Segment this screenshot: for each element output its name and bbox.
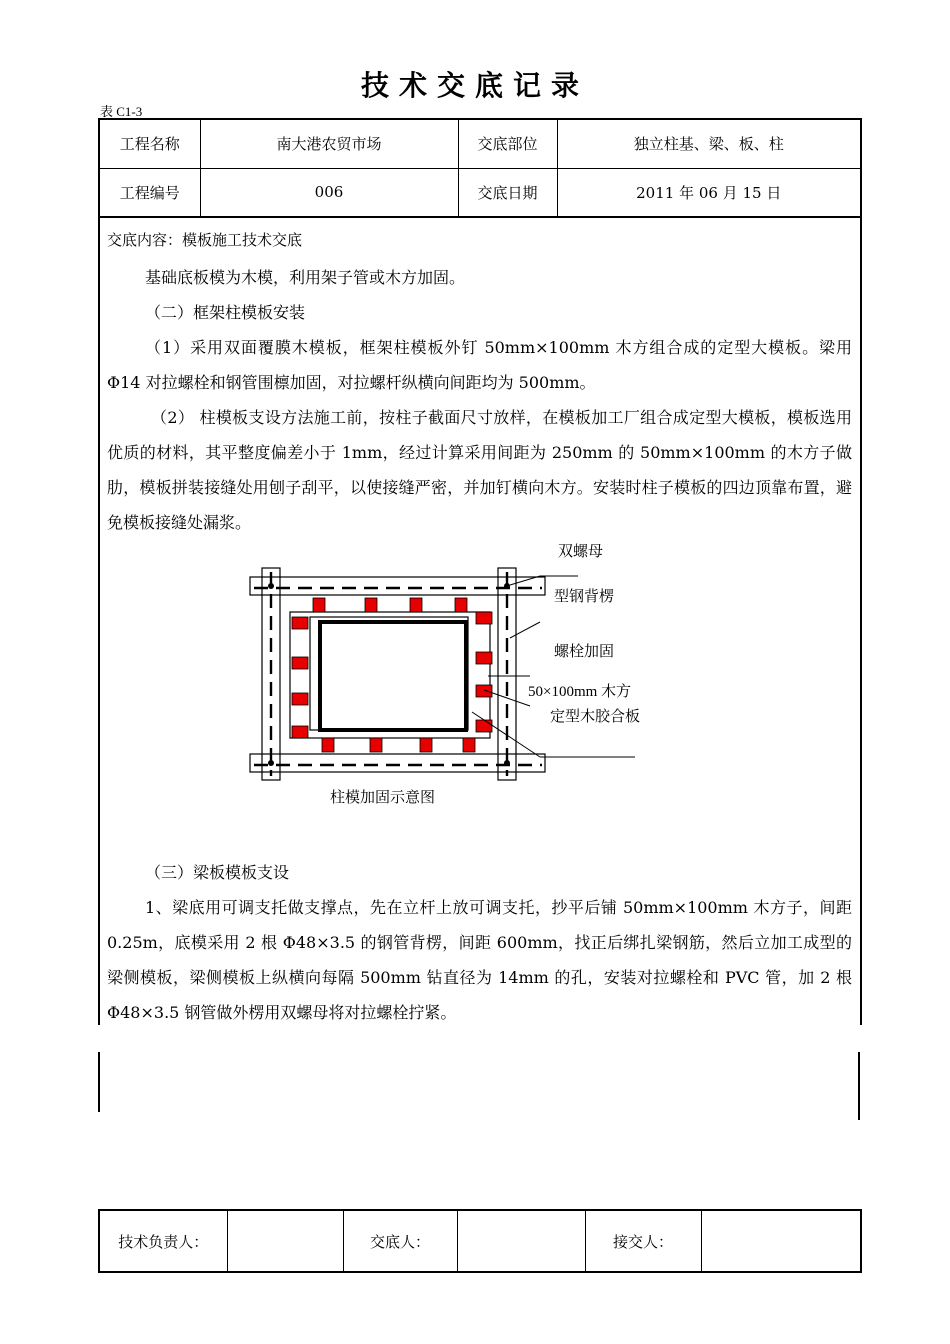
part-value: 独立柱基、梁、板、柱 <box>557 119 861 168</box>
header-table <box>98 118 862 218</box>
paragraph-1: 基础底板模为木模，利用架子管或木方加固。 <box>145 268 466 287</box>
page-break-border-left <box>98 1052 100 1112</box>
project-name-value: 南大港农贸市场 <box>200 119 458 168</box>
label-double-nut: 双螺母 <box>558 542 604 560</box>
paragraph-3: （2） 柱模板支设方法施工前，按柱子截面尺寸放样，在模板加工厂组合成定型大模板，模板选用优质的材料，其平整度偏差小于 1mm，经过计算采用间距为 250mm 的 50mm×100mm 的木方子做肋，模板拼装接缝处用刨子刮平，以使接缝严密，并加钉横向木方。安装时柱子模板的四边顶靠布置，避免模板接缝处漏浆。 <box>107 408 852 532</box>
tech-lead-signature[interactable] <box>227 1210 343 1272</box>
form-number: 表 C1-3 <box>100 104 143 119</box>
paragraph-2: （1）采用双面覆膜木模板，框架柱模板外钉 50mm×100mm 木方组合成的定型大模板。梁用 Φ14 对拉螺栓和钢管围檩加固，对拉螺杆纵横向间距均为 500mm。 <box>107 338 852 392</box>
paragraph-4: 1、梁底用可调支托做支撑点，先在立杆上放可调支托，抄平后铺 50mm×100mm 木方子，间距 0.25m，底模采用 2 根 Φ48×3.5 的钢管背楞，间距 600mm，找正后绑扎梁钢筋，然后立加工成型的梁侧模板，梁侧模板上纵横向每隔 500mm 钻直径为 14mm 的孔，安装对拉螺栓和 PVC 管，加 2 根 Φ48×3.5 钢管做外楞用双螺母将对拉螺栓拧紧。 <box>107 898 852 1022</box>
project-no-value: 006 <box>200 168 458 217</box>
discloser-signature[interactable] <box>457 1210 585 1272</box>
date-label: 交底日期 <box>458 168 557 217</box>
page-title: 技术交底记录 <box>360 69 589 102</box>
label-steel-back: 型钢背楞 <box>554 587 615 605</box>
tech-lead-label: 技术负责人： <box>99 1210 227 1272</box>
receiver-signature[interactable] <box>701 1210 861 1272</box>
label-bolt: 螺栓加固 <box>554 642 615 660</box>
receiver-label: 接交人： <box>585 1210 701 1272</box>
content-label: 交底内容：模板施工技术交底 <box>107 231 303 249</box>
signature-table <box>98 1209 862 1273</box>
label-timber: 50×100mm 木方 <box>528 684 632 700</box>
diagram-caption: 柱模加固示意图 <box>330 788 436 806</box>
part-label: 交底部位 <box>458 119 557 168</box>
page-break-border-right <box>858 1052 860 1120</box>
label-plywood: 定型木胶合板 <box>550 707 641 725</box>
project-no-label: 工程编号 <box>99 168 200 217</box>
project-name-label: 工程名称 <box>99 119 200 168</box>
discloser-label: 交底人： <box>343 1210 457 1272</box>
heading-3: （三）梁板模板支设 <box>145 863 290 882</box>
date-value: 2011 年 06 月 15 日 <box>557 168 861 217</box>
heading-2: （二）框架柱模板安装 <box>145 303 306 322</box>
